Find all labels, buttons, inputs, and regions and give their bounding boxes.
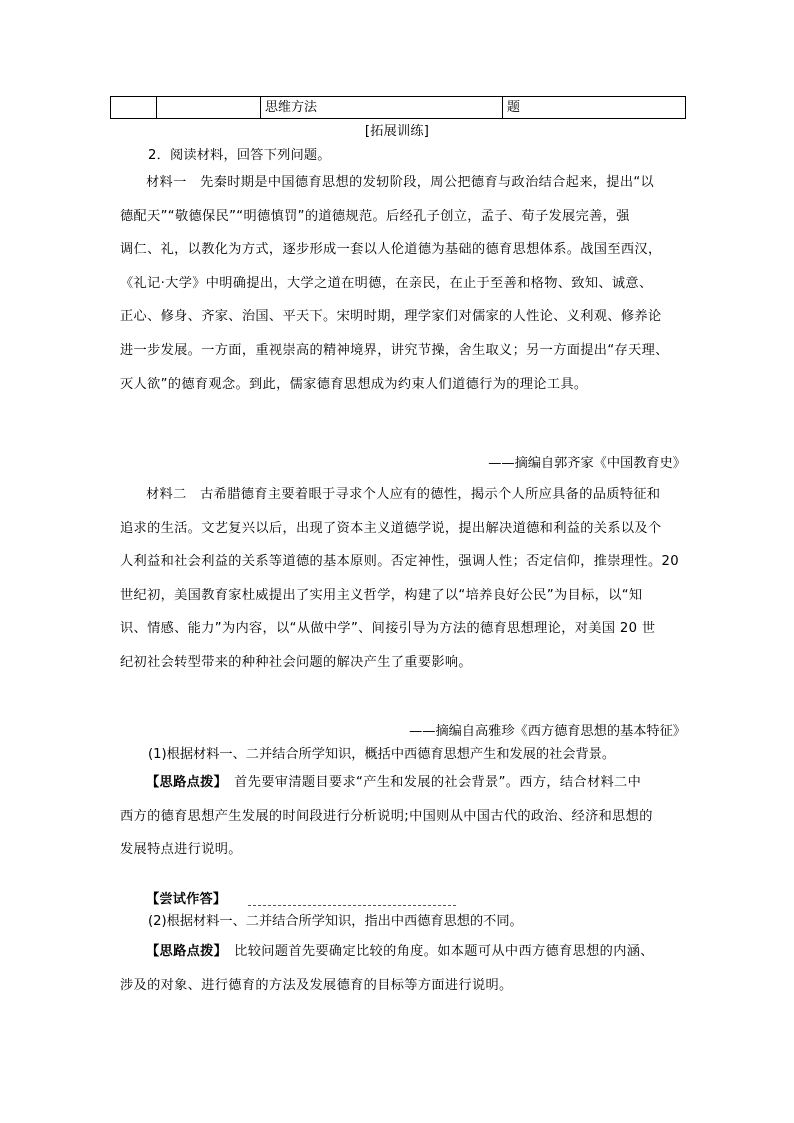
material-line: 识、情感、能力”为内容，以“从做中学”、间接引导为方法的德育思想理论，对美国 20 世 bbox=[120, 621, 656, 637]
material-line: 进一步发展。一方面，重视崇高的精神境界，讲究节操，舍生取义；另一方面提出“存天理、 bbox=[120, 342, 669, 358]
material-source: ——摘编自高雅珍《西方德育思想的基本特征》 bbox=[409, 724, 686, 739]
material-line: 纪初社会转型带来的种种社会问题的解决产生了重要影响。 bbox=[120, 654, 472, 670]
material-line: 世纪初，美国教育家杜威提出了实用主义哲学，构建了以“培养良好公民”为目标，以“知 bbox=[120, 587, 643, 603]
hint-block-two bbox=[120, 935, 686, 1002]
material-source: ——摘编自郭齐家《中国教育史》 bbox=[488, 456, 686, 471]
hint-line: 发展特点进行说明。 bbox=[120, 842, 242, 858]
table-cell: 思维方法 bbox=[261, 97, 503, 118]
question-one: (1)根据材料一、二并结合所学知识，概括中西德育思想产生和发展的社会背景。 bbox=[148, 747, 616, 762]
hint-line: 【思路点拨】 首先要审清题目要求“产生和发展的社会背景”。西方，结合材料二中 bbox=[146, 775, 642, 790]
hint-label: 【思路点拨】 bbox=[146, 944, 221, 959]
material-one bbox=[120, 166, 686, 401]
hint-line: 【思路点拨】 比较问题首先要确定比较的角度。如本题可从中西方德育思想的内涵、 bbox=[146, 944, 654, 959]
material-line: 正心、修身、齐家、治国、平天下。宋明时期，理学家们对儒家的人性论、义利观、修养论 bbox=[120, 309, 662, 325]
material-label: 材料一 bbox=[146, 175, 187, 190]
material-line: 《礼记·大学》中明确提出，大学之道在明德，在亲民，在止于至善和格物、致知、诚意、 bbox=[120, 275, 653, 291]
material-line: 德配天”“敬德保民”“明德慎罚”的道德规范。后经孔子创立，孟子、荀子发展完善，强 bbox=[120, 208, 630, 224]
material-label: 材料二 bbox=[146, 487, 187, 502]
hint-line: 涉及的对象、进行德育的方法及发展德育的目标等方面进行说明。 bbox=[120, 977, 513, 993]
material-line: 灭人欲”的德育观念。到此，儒家德育思想成为约束人们道德行为的理论工具。 bbox=[120, 376, 588, 392]
table-cell bbox=[157, 97, 261, 118]
section-title: [拓展训练] bbox=[364, 124, 430, 139]
hint-block-one bbox=[120, 766, 686, 867]
material-two bbox=[120, 478, 686, 680]
table-cell bbox=[111, 97, 157, 118]
hint-line: 西方的德育思想产生发展的时间段进行分析说明;中国则从中国古代的政治、经济和思想的 bbox=[120, 808, 653, 824]
material-line: 调仁、礼，以教化为方式，逐步形成一套以人伦道德为基础的德育思想体系。战国至西汉， bbox=[120, 242, 662, 258]
question-two: (2)根据材料一、二并结合所学知识，指出中西德育思想的不同。 bbox=[148, 914, 523, 929]
table-row bbox=[110, 96, 686, 119]
material-line: 人利益和社会利益的关系等道德的基本原则。否定神性，强调人性；否定信仰，推崇理性。20 bbox=[120, 554, 679, 570]
question-intro: 2．阅读材料，回答下列问题。 bbox=[148, 148, 331, 163]
material-line: 追求的生活。文艺复兴以后，出现了资本主义道德学说，提出解决道德和利益的关系以及个 bbox=[120, 520, 662, 536]
try-answer-label: 【尝试作答】 bbox=[146, 892, 227, 907]
material-line: 材料二 古希腊德育主要着眼于寻求个人应有的德性，揭示个人所应具备的品质特征和 bbox=[146, 487, 661, 502]
table-cell: 题 bbox=[507, 100, 521, 115]
hint-label: 【思路点拨】 bbox=[146, 775, 221, 790]
answer-line[interactable] bbox=[248, 905, 456, 906]
material-line: 材料一 先秦时期是中国德育思想的发轫阶段，周公把德育与政治结合起来，提出“以 bbox=[146, 175, 655, 190]
